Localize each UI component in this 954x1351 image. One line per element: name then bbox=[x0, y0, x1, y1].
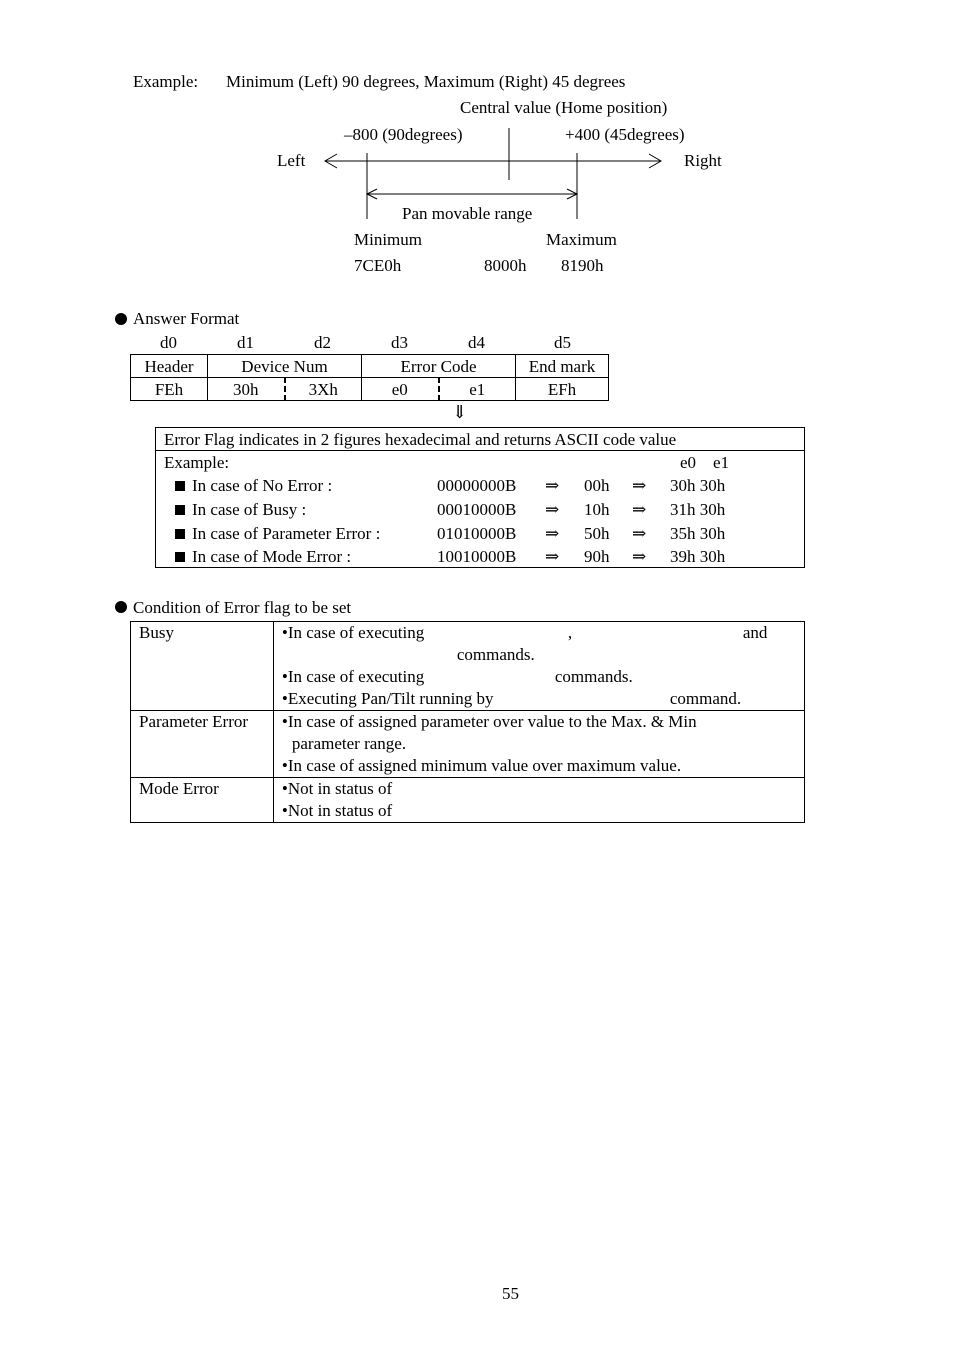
bullet-icon bbox=[115, 601, 127, 613]
answer-format-table bbox=[130, 354, 609, 401]
error-flag-column-header: e0 e1 bbox=[680, 453, 730, 472]
busy-line-2: commands. bbox=[456, 645, 535, 664]
error-row-binary: 01010000B bbox=[437, 524, 517, 543]
square-bullet-icon bbox=[175, 481, 185, 491]
param-line-1: •In case of assigned parameter over value to the Max. & Min bbox=[281, 712, 697, 731]
error-row-label: In case of Busy : bbox=[192, 500, 307, 519]
error-flag-box bbox=[155, 427, 805, 568]
condition-table bbox=[130, 621, 805, 823]
right-arrow-icon: ⇒ bbox=[632, 500, 647, 519]
end-mark-cell: End mark bbox=[516, 355, 609, 378]
param-label: Parameter Error bbox=[139, 712, 249, 731]
right-value-label: +400 (45degrees) bbox=[565, 125, 685, 144]
error-row-ascii: 30h 30h bbox=[670, 476, 726, 495]
column-label-d2: d2 bbox=[314, 333, 331, 352]
max-hex: 8190h bbox=[561, 256, 604, 275]
maximum-label: Maximum bbox=[546, 230, 617, 249]
column-label-d5: d5 bbox=[554, 333, 571, 352]
column-label-d3: d3 bbox=[391, 333, 408, 352]
answer-format-heading: Answer Format bbox=[133, 309, 240, 328]
example-prefix: Example: bbox=[133, 72, 199, 91]
error-row-hex: 90h bbox=[584, 547, 610, 566]
busy-line-4: •Executing Pan/Tilt running by bbox=[281, 689, 494, 708]
down-arrow-icon: ⇓ bbox=[452, 402, 468, 422]
min-hex: 7CE0h bbox=[354, 256, 402, 275]
mode-line-1: •Not in status of bbox=[281, 779, 393, 798]
busy-label: Busy bbox=[139, 623, 174, 642]
column-label-d1: d1 bbox=[237, 333, 254, 352]
table-row bbox=[131, 622, 805, 711]
busy-label-cell bbox=[131, 622, 274, 711]
column-label-d0: d0 bbox=[160, 333, 177, 352]
range-label: Pan movable range bbox=[402, 204, 533, 223]
center-hex: 8000h bbox=[484, 256, 527, 275]
error-flag-example-label: Example: bbox=[164, 453, 230, 472]
value-cell-d3: e0 bbox=[362, 378, 439, 401]
busy-line-1: •In case of executing bbox=[281, 623, 425, 642]
busy-line-1-comma: , bbox=[567, 623, 573, 642]
value-cell-d5: EFh bbox=[516, 378, 609, 401]
busy-line-4-command: command. bbox=[669, 689, 742, 708]
minimum-label: Minimum bbox=[354, 230, 423, 249]
error-code-cell: Error Code bbox=[362, 355, 516, 378]
error-row-binary: 10010000B bbox=[437, 547, 517, 566]
error-row-label: In case of Parameter Error : bbox=[192, 524, 381, 543]
error-row-ascii: 31h 30h bbox=[670, 500, 726, 519]
right-label: Right bbox=[684, 151, 722, 170]
busy-line-1-and: and bbox=[742, 623, 768, 642]
error-row-label: In case of No Error : bbox=[192, 476, 333, 495]
error-row-binary: 00010000B bbox=[437, 500, 517, 519]
right-arrow-icon: ⇒ bbox=[545, 547, 560, 566]
table-row bbox=[131, 355, 609, 378]
condition-heading: Condition of Error flag to be set bbox=[133, 598, 352, 617]
busy-desc-cell bbox=[273, 622, 804, 711]
error-row-binary: 00000000B bbox=[437, 476, 517, 495]
table-row bbox=[131, 778, 805, 823]
bullet-icon bbox=[115, 313, 127, 325]
error-row-label: In case of Mode Error : bbox=[192, 547, 352, 566]
page-number: 55 bbox=[502, 1284, 519, 1303]
table-row bbox=[131, 711, 805, 778]
param-line-2: parameter range. bbox=[291, 734, 407, 753]
right-arrow-icon: ⇒ bbox=[632, 476, 647, 495]
left-value-label: –800 (90degrees) bbox=[344, 125, 463, 144]
right-arrow-icon: ⇒ bbox=[545, 524, 560, 543]
mode-desc-cell bbox=[273, 778, 804, 823]
param-desc-cell bbox=[273, 711, 804, 778]
error-row-hex: 50h bbox=[584, 524, 610, 543]
error-row-ascii: 35h 30h bbox=[670, 524, 726, 543]
mode-label-cell bbox=[131, 778, 274, 823]
right-arrow-icon: ⇒ bbox=[632, 547, 647, 566]
column-label-d4: d4 bbox=[468, 333, 485, 352]
busy-line-3-commands: commands. bbox=[554, 667, 633, 686]
mode-label: Mode Error bbox=[139, 779, 219, 798]
device-num-cell: Device Num bbox=[208, 355, 362, 378]
mode-line-2: •Not in status of bbox=[281, 801, 393, 820]
param-label-cell bbox=[131, 711, 274, 778]
error-flag-title: Error Flag indicates in 2 figures hexadecimal and returns ASCII code value bbox=[164, 430, 677, 449]
error-row-hex: 00h bbox=[584, 476, 610, 495]
value-cell-d1: 30h bbox=[208, 378, 285, 401]
header-cell: Header bbox=[131, 355, 208, 378]
left-label: Left bbox=[277, 151, 306, 170]
right-arrow-icon: ⇒ bbox=[545, 500, 560, 519]
error-row-hex: 10h bbox=[584, 500, 610, 519]
value-cell-d0: FEh bbox=[131, 378, 208, 401]
error-row-ascii: 39h 30h bbox=[670, 547, 726, 566]
value-cell-d4: e1 bbox=[439, 378, 516, 401]
central-value-label: Central value (Home position) bbox=[460, 98, 668, 117]
busy-line-3: •In case of executing bbox=[281, 667, 425, 686]
square-bullet-icon bbox=[175, 505, 185, 515]
right-arrow-icon: ⇒ bbox=[545, 476, 560, 495]
pan-axis-graphic bbox=[0, 0, 954, 230]
example-title: Minimum (Left) 90 degrees, Maximum (Right) 45 degrees bbox=[226, 72, 626, 91]
param-line-3: •In case of assigned minimum value over maximum value. bbox=[281, 756, 682, 775]
value-cell-d2: 3Xh bbox=[285, 378, 362, 401]
square-bullet-icon bbox=[175, 552, 185, 562]
table-row bbox=[131, 378, 609, 401]
right-arrow-icon: ⇒ bbox=[632, 524, 647, 543]
square-bullet-icon bbox=[175, 529, 185, 539]
